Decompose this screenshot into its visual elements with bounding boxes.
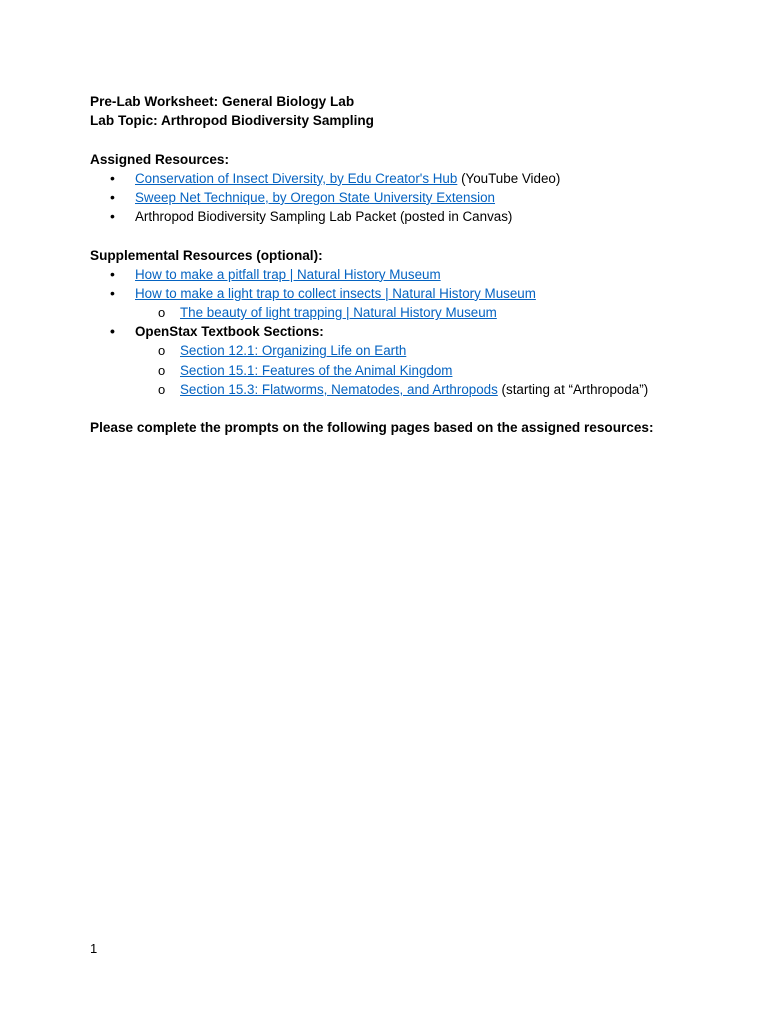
- spacer: [90, 226, 710, 245]
- bullet-icon: •: [110, 169, 115, 186]
- circle-bullet-icon: o: [158, 343, 166, 359]
- list-item: [90, 380, 710, 399]
- section-12-1-link[interactable]: Section 12.1: Organizing Life on Earth: [180, 343, 407, 359]
- list-item: [90, 188, 710, 207]
- list-item: [90, 265, 710, 284]
- instruction-text: Please complete the prompts on the following pages based on the assigned resources:: [90, 420, 654, 436]
- pitfall-trap-link[interactable]: How to make a pitfall trap | Natural History Museum: [135, 266, 441, 282]
- list-item: [90, 169, 710, 188]
- assigned-resources-heading: Assigned Resources:: [90, 151, 230, 167]
- sweep-net-link[interactable]: Sweep Net Technique, by Oregon State University Extension: [135, 189, 496, 205]
- circle-bullet-icon: o: [158, 305, 166, 321]
- bullet-icon: •: [110, 265, 115, 282]
- lab-topic: Lab Topic: Arthropod Biodiversity Sampling: [90, 113, 374, 129]
- supplemental-resources-heading: Supplemental Resources (optional):: [90, 247, 323, 263]
- list-item: [90, 303, 710, 322]
- insect-diversity-video-link[interactable]: Conservation of Insect Diversity, by Edu Creator's Hub: [135, 170, 458, 186]
- list-item: [90, 284, 710, 303]
- document-page: [90, 92, 710, 437]
- link-suffix: (starting at “Arthropoda”): [497, 381, 649, 397]
- circle-bullet-icon: o: [158, 381, 166, 397]
- bullet-icon: •: [110, 323, 115, 340]
- light-trapping-beauty-link[interactable]: The beauty of light trapping | Natural History Museum: [180, 305, 497, 321]
- link-suffix: (YouTube Video): [457, 170, 561, 186]
- section-15-1-link[interactable]: Section 15.1: Features of the Animal Kingdom: [180, 362, 453, 378]
- light-trap-link[interactable]: How to make a light trap to collect insects | Natural History Museum: [135, 285, 536, 301]
- openstax-label: OpenStax Textbook Sections:: [135, 324, 324, 340]
- bullet-icon: •: [110, 188, 115, 205]
- bullet-icon: •: [110, 284, 115, 301]
- lab-packet-text: Arthropod Biodiversity Sampling Lab Packet (posted in Canvas): [135, 209, 513, 225]
- list-item: [90, 207, 710, 226]
- spacer: [90, 399, 710, 418]
- worksheet-title: Pre-Lab Worksheet: General Biology Lab: [90, 94, 355, 109]
- list-item: [90, 341, 710, 360]
- section-15-3-link[interactable]: Section 15.3: Flatworms, Nematodes, and Arthropods: [180, 381, 498, 397]
- list-item: [90, 322, 710, 341]
- bullet-icon: •: [110, 208, 115, 225]
- spacer: [90, 130, 710, 149]
- list-item: [90, 361, 710, 380]
- page-number: 1: [90, 941, 98, 956]
- circle-bullet-icon: o: [158, 362, 166, 378]
